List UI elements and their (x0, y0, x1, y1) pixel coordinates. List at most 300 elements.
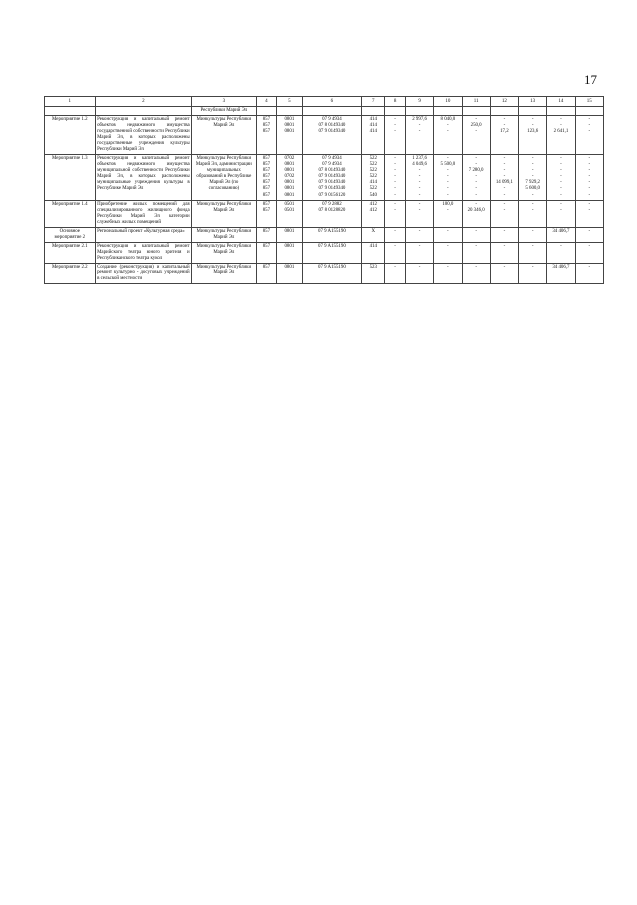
value-line: 07 8 0149340 (318, 123, 346, 129)
value-line: - (394, 207, 396, 213)
value-line: - (394, 201, 396, 207)
value-line: - (418, 207, 421, 213)
value-line: 0801 (284, 168, 295, 174)
value-line: 857 (262, 201, 271, 207)
value-column-cell (302, 200, 362, 227)
value-column-cell (302, 107, 362, 116)
value-line: - (447, 168, 449, 174)
value-line: - (531, 123, 534, 129)
value-line: - (560, 117, 562, 123)
table-row (45, 154, 604, 200)
value-line: - (475, 192, 477, 198)
value-column-cell (434, 107, 462, 116)
column-number: 7 (362, 97, 385, 107)
value-line: 8 040,0 (440, 117, 456, 123)
value-line: - (560, 123, 562, 129)
value-column-cell (362, 116, 385, 155)
value-line: 07 9 0149340 (318, 180, 346, 186)
executor-cell: Минкультуры Республики Марий Эл (192, 200, 256, 227)
value-line: 857 (262, 123, 271, 129)
value-column-cell (490, 116, 518, 155)
value-column-cell (519, 227, 547, 242)
value-line: - (394, 243, 396, 249)
value-line: - (394, 123, 396, 129)
value-column-cell (575, 200, 603, 227)
value-line: - (475, 228, 477, 234)
event-description-cell: Реконструкция и капитальный ремонт объектов недвижимого имущества государственной собственности Республики Марий Эл, в которых расположены государственные учреждения культуры Республики Марий Эл (95, 116, 192, 155)
value-column-cell (385, 227, 406, 242)
value-line: 522 (369, 162, 377, 168)
table-row (45, 263, 604, 284)
value-line: - (394, 129, 396, 135)
value-column-cell (547, 263, 575, 284)
value-line: 857 (262, 155, 271, 161)
column-number-row (45, 97, 604, 107)
column-number: 5 (277, 97, 302, 107)
value-line: - (531, 207, 534, 213)
value-column-cell (277, 227, 302, 242)
event-name-cell: Мероприятие 1.4 (45, 200, 96, 227)
value-line: 857 (262, 186, 271, 192)
value-column-cell (434, 154, 462, 200)
value-column-cell (405, 263, 433, 284)
value-line: - (475, 162, 477, 168)
value-line: 2 641,1 (553, 129, 569, 135)
value-line: 0801 (284, 186, 295, 192)
value-line: 7 280,0 (468, 168, 484, 174)
column-number: 3 (192, 97, 256, 107)
value-line: 07 9 4934 (322, 162, 342, 168)
value-line: 07 9 2882 (322, 201, 342, 207)
value-line: 07 9 A155190 (318, 243, 346, 249)
value-column-cell (462, 242, 490, 263)
table-row (45, 227, 604, 242)
value-line: - (394, 168, 396, 174)
column-number: 2 (95, 97, 192, 107)
value-column-cell (302, 227, 362, 242)
value-line: - (503, 264, 506, 270)
value-column-cell (385, 242, 406, 263)
value-line: - (560, 201, 562, 207)
event-name-cell: Основное мероприятие 2 (45, 227, 96, 242)
column-number: 6 (302, 97, 362, 107)
value-column-cell (256, 242, 277, 263)
value-line: - (447, 228, 449, 234)
executor-cell: Республики Марий Эл (192, 107, 256, 116)
value-line: 857 (262, 207, 271, 213)
value-line: 07 9 0156120 (318, 192, 346, 198)
value-line: 4 049,6 (412, 162, 427, 168)
value-line: - (588, 201, 591, 207)
value-column-cell (462, 227, 490, 242)
page-number: 17 (584, 72, 597, 87)
value-line: - (531, 162, 534, 168)
value-line: - (475, 174, 477, 180)
value-line: 07 9 A155190 (318, 264, 346, 270)
column-number: 15 (575, 97, 603, 107)
value-line: 07 9 4934 (322, 155, 342, 161)
value-line: - (447, 207, 449, 213)
value-line: 0801 (284, 243, 295, 249)
value-line: - (475, 186, 477, 192)
value-line: - (560, 192, 562, 198)
value-line: - (418, 123, 421, 129)
value-line: - (394, 155, 396, 161)
value-column-cell (519, 200, 547, 227)
column-number: 14 (547, 97, 575, 107)
value-column-cell (277, 242, 302, 263)
value-line: - (560, 174, 562, 180)
value-line: 123,6 (527, 129, 539, 135)
value-line: 0501 (284, 207, 295, 213)
value-column-cell (547, 242, 575, 263)
value-line: - (588, 162, 591, 168)
value-line: 0801 (284, 123, 295, 129)
value-column-cell (405, 200, 433, 227)
value-line: - (588, 228, 591, 234)
value-column-cell (575, 154, 603, 200)
value-line: 2 997,6 (412, 117, 427, 123)
value-line: 414 (369, 129, 377, 135)
value-line: - (475, 243, 477, 249)
value-line: 414 (369, 117, 377, 123)
value-line: 857 (262, 180, 271, 186)
value-line: 17,2 (500, 129, 509, 135)
value-line: 07 8 0149340 (318, 168, 346, 174)
value-line: - (394, 192, 396, 198)
value-line: 34 406,7 (552, 228, 570, 234)
value-column-cell (462, 116, 490, 155)
value-line: 07 9 A155190 (318, 228, 346, 234)
value-line: - (531, 228, 534, 234)
value-column-cell (547, 200, 575, 227)
value-column-cell (362, 242, 385, 263)
value-column-cell (462, 154, 490, 200)
value-column-cell (519, 263, 547, 284)
value-line: 07 9 0149340 (318, 174, 346, 180)
value-line: - (447, 174, 449, 180)
event-description-cell (95, 107, 192, 116)
value-line: - (394, 186, 396, 192)
value-line: 540 (369, 192, 377, 198)
value-column-cell (575, 242, 603, 263)
value-column-cell (256, 263, 277, 284)
value-line: - (475, 155, 477, 161)
table-row (45, 116, 604, 155)
value-line: - (447, 155, 449, 161)
value-column-cell (362, 227, 385, 242)
value-column-cell (256, 200, 277, 227)
value-line: - (588, 186, 591, 192)
value-line: 07 9 0149340 (318, 129, 346, 135)
value-line: - (503, 155, 506, 161)
executor-cell: Минкультуры Республики Марий Эл (192, 227, 256, 242)
column-number: 10 (434, 97, 462, 107)
value-line: - (394, 117, 396, 123)
value-column-cell (462, 200, 490, 227)
value-line: - (531, 201, 534, 207)
table-row (45, 200, 604, 227)
value-column-cell (385, 154, 406, 200)
event-description-cell: Реконструкция и капитальный ремонт Марийского театра юного зрителя и Республиканского театра кукол (95, 242, 192, 263)
value-line: - (418, 243, 421, 249)
value-line: 857 (262, 168, 271, 174)
value-column-cell (405, 116, 433, 155)
value-line: 414 (369, 123, 377, 129)
value-column-cell (490, 200, 518, 227)
value-line: - (447, 264, 449, 270)
value-column-cell (519, 242, 547, 263)
value-column-cell (277, 116, 302, 155)
value-line: 250,0 (470, 123, 482, 129)
value-line: - (531, 264, 534, 270)
value-line: - (503, 123, 506, 129)
value-column-cell (277, 154, 302, 200)
value-column-cell (256, 154, 277, 200)
value-column-cell (490, 263, 518, 284)
value-line: 7 929,2 (525, 180, 540, 186)
value-line: - (588, 129, 591, 135)
event-description-cell: Создание (реконструкция) и капитальный ремонт культурно - досуговых учреждений в сельской местности (95, 263, 192, 284)
value-line: - (560, 168, 562, 174)
event-name-cell: Мероприятие 2.2 (45, 263, 96, 284)
value-line: - (588, 207, 591, 213)
column-number: 9 (405, 97, 433, 107)
value-line: - (503, 228, 506, 234)
value-line: - (560, 155, 562, 161)
executor-cell: Минкультуры Республики Марий Эл, администрации муниципальных образований в Республике Марий Эл (по согласованию) (192, 154, 256, 200)
value-column-cell (277, 107, 302, 116)
value-column-cell (362, 263, 385, 284)
column-number: 13 (519, 97, 547, 107)
value-column-cell (490, 154, 518, 200)
table-row (45, 107, 604, 116)
value-line: - (475, 201, 477, 207)
value-line: 857 (262, 129, 271, 135)
value-line: - (475, 180, 477, 186)
value-line: 522 (369, 155, 377, 161)
value-line: - (588, 243, 591, 249)
value-line: - (560, 162, 562, 168)
event-description-cell: Региональный проект «Культурная среда» (95, 227, 192, 242)
value-line: - (503, 174, 506, 180)
value-column-cell (434, 116, 462, 155)
value-line: - (588, 123, 591, 129)
value-line: - (418, 228, 421, 234)
value-column-cell (434, 200, 462, 227)
value-line: 0801 (284, 117, 295, 123)
value-line: - (560, 186, 562, 192)
value-column-cell (519, 107, 547, 116)
value-column-cell (575, 116, 603, 155)
value-line: - (560, 243, 562, 249)
event-name-cell (45, 107, 96, 116)
value-column-cell (547, 107, 575, 116)
value-line: - (503, 207, 506, 213)
value-line: 5 600,0 (525, 186, 540, 192)
value-column-cell (277, 263, 302, 284)
value-line: - (503, 243, 506, 249)
value-line: - (531, 155, 534, 161)
value-column-cell (302, 116, 362, 155)
value-line: 0702 (284, 174, 295, 180)
value-line: - (475, 129, 477, 135)
value-line: - (588, 192, 591, 198)
value-line: 857 (262, 117, 271, 123)
value-line: - (418, 201, 421, 207)
table-row (45, 242, 604, 263)
value-line: 20 346,0 (467, 207, 485, 213)
value-column-cell (547, 116, 575, 155)
value-line: - (503, 117, 506, 123)
value-line: - (503, 186, 506, 192)
value-column-cell (277, 200, 302, 227)
value-column-cell (575, 107, 603, 116)
value-line: - (418, 129, 421, 135)
value-line: - (418, 168, 421, 174)
value-line: X (371, 228, 376, 234)
value-line: 1 237,6 (412, 155, 427, 161)
value-line: - (588, 168, 591, 174)
value-line: - (394, 264, 396, 270)
event-description-cell: Приобретение жилых помещений для специализированного жилищного фонда Республики Марий Эл категории служебных жилых помещений (95, 200, 192, 227)
value-line: - (531, 168, 534, 174)
column-number: 1 (45, 97, 96, 107)
value-column-cell (434, 227, 462, 242)
executor-cell: Минкультуры Республики Марий Эл (192, 116, 256, 155)
value-column-cell (302, 263, 362, 284)
value-line: - (418, 180, 421, 186)
value-line: - (588, 180, 591, 186)
column-number: 8 (385, 97, 406, 107)
value-line: - (588, 174, 591, 180)
value-line: 0501 (284, 201, 295, 207)
value-line: 0702 (284, 155, 295, 161)
column-number: 12 (490, 97, 518, 107)
value-column-cell (385, 116, 406, 155)
value-line: 857 (262, 264, 271, 270)
event-name-cell: Мероприятие 1.3 (45, 154, 96, 200)
value-line: - (447, 186, 449, 192)
value-column-cell (519, 116, 547, 155)
event-description-cell: Реконструкция и капитальный ремонт объектов недвижимого имущества муниципальной собственности Республики Марий Эл, в которых расположены муниципальные учреждения культуры в Республике Марий Эл (95, 154, 192, 200)
value-line: 5 500,0 (440, 162, 456, 168)
value-column-cell (575, 263, 603, 284)
value-line: - (588, 264, 591, 270)
value-line: 0801 (284, 264, 295, 270)
value-column-cell (362, 154, 385, 200)
value-line: 0801 (284, 228, 295, 234)
value-line: 412 (369, 207, 377, 213)
value-column-cell (405, 242, 433, 263)
value-column-cell (362, 107, 385, 116)
value-column-cell (405, 227, 433, 242)
value-line: 34 406,7 (552, 264, 570, 270)
value-column-cell (434, 242, 462, 263)
value-line: - (447, 180, 449, 186)
executor-cell: Минкультуры Республики Марий Эл (192, 242, 256, 263)
value-column-cell (490, 107, 518, 116)
value-line: - (531, 243, 534, 249)
value-line: 0801 (284, 129, 295, 135)
value-line: 0801 (284, 180, 295, 186)
value-column-cell (256, 227, 277, 242)
value-column-cell (302, 242, 362, 263)
value-line: - (531, 192, 534, 198)
value-line: - (588, 155, 591, 161)
value-line: - (475, 117, 477, 123)
value-line: 857 (262, 174, 271, 180)
value-line: - (447, 243, 449, 249)
value-column-cell (462, 107, 490, 116)
value-line: 522 (369, 168, 377, 174)
value-line: - (503, 168, 506, 174)
value-line: - (503, 201, 506, 207)
value-line: 07 9 0149340 (318, 186, 346, 192)
event-name-cell: Мероприятие 1.2 (45, 116, 96, 155)
column-number: 4 (256, 97, 277, 107)
value-line: 14 099,1 (495, 180, 513, 186)
value-line: 07 9 4934 (322, 117, 342, 123)
value-line: - (447, 123, 449, 129)
value-line: - (503, 192, 506, 198)
value-line: - (447, 129, 449, 135)
value-column-cell (385, 107, 406, 116)
value-line: 0801 (284, 162, 295, 168)
value-line: 414 (369, 243, 377, 249)
column-number: 11 (462, 97, 490, 107)
value-line: - (531, 117, 534, 123)
value-column-cell (547, 154, 575, 200)
budget-table (44, 96, 604, 284)
value-line: - (531, 174, 534, 180)
value-line: - (560, 207, 562, 213)
value-line: - (418, 192, 421, 198)
value-line: 522 (369, 186, 377, 192)
value-column-cell (302, 154, 362, 200)
value-column-cell (405, 154, 433, 200)
value-column-cell (256, 116, 277, 155)
value-line: - (394, 180, 396, 186)
value-line: 414 (369, 180, 377, 186)
value-line: - (418, 186, 421, 192)
value-column-cell (547, 227, 575, 242)
value-column-cell (385, 263, 406, 284)
event-name-cell: Мероприятие 2.1 (45, 242, 96, 263)
value-line: - (394, 162, 396, 168)
value-line: - (588, 117, 591, 123)
value-line: - (475, 264, 477, 270)
value-column-cell (462, 263, 490, 284)
value-line: 857 (262, 228, 271, 234)
value-line: 100,0 (442, 201, 454, 207)
value-column-cell (575, 227, 603, 242)
value-column-cell (490, 227, 518, 242)
value-line: - (503, 162, 506, 168)
value-column-cell (405, 107, 433, 116)
value-column-cell (256, 107, 277, 116)
value-line: - (447, 192, 449, 198)
value-line: 523 (369, 264, 377, 270)
value-line: 857 (262, 192, 271, 198)
value-line: - (394, 228, 396, 234)
value-line: - (418, 174, 421, 180)
value-line: - (394, 174, 396, 180)
value-line: - (418, 264, 421, 270)
value-column-cell (490, 242, 518, 263)
value-line: 412 (369, 201, 377, 207)
value-line: 07 8 0128820 (318, 207, 346, 213)
